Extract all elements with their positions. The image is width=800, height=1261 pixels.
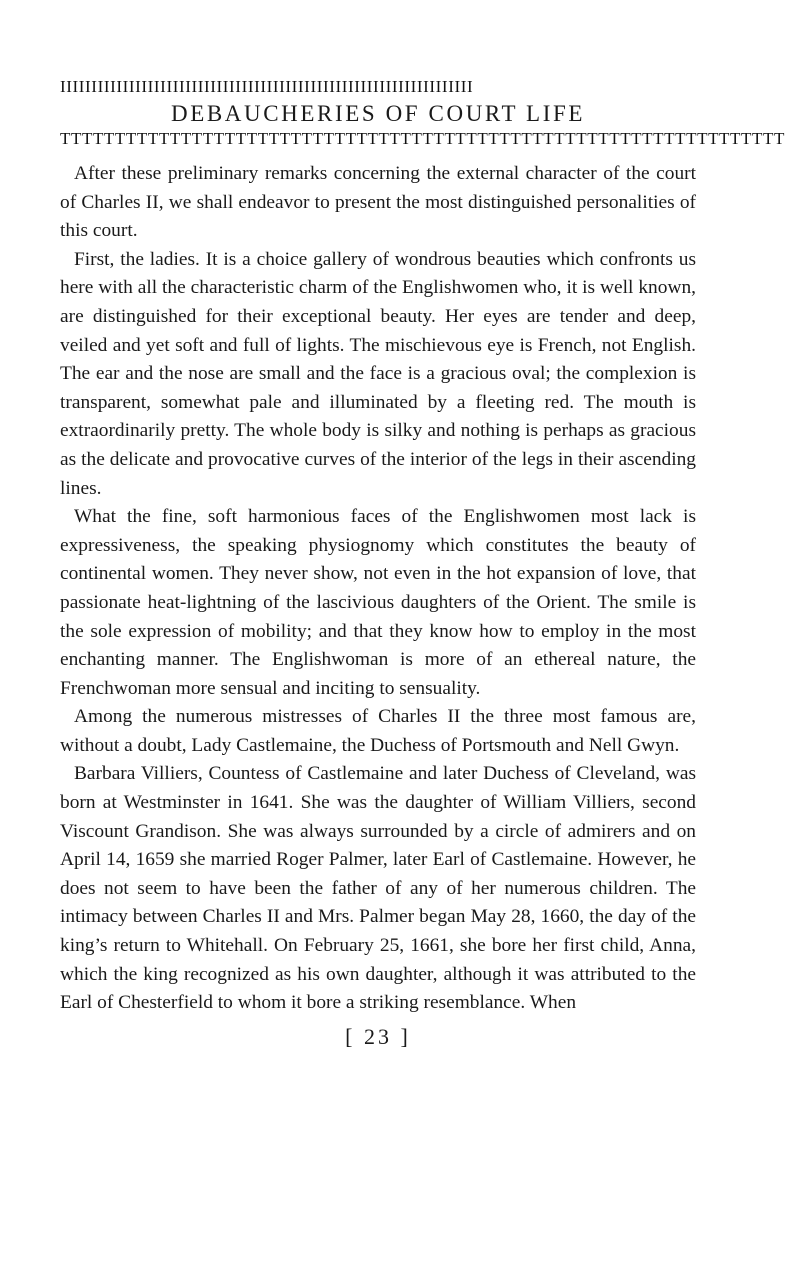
paragraph: Barbara Villiers, Countess of Castlemaine and later Duchess of Cleveland, was born at Westminster in 1641. She was the daughter of William Villiers, second Viscount Grandison. She was always surrounded by a circle of admirers and on April 14, 1659 she married Roger Palmer, later Earl of Castlemaine. However, he does not seem to have been the father of any of her numerous children. The intimacy between Charles II and Mrs. Palmer began May 28, 1660, the day of the king’s return to Whitehall. On February 25, 1661, she bore her first child, Anna, which the king recognized as his own daughter, although it was attributed to the Earl of Chesterfield to whom it bore a striking resemblance. When [60,763,696,1014]
book-page [60,77,785,1050]
paragraph: First, the ladies. It is a choice gallery of wondrous beauties which confronts us here with all the characteristic charm of the Englishwomen who, it is well known, are distinguished for their exceptional beauty. Her eyes are tender and deep, veiled and yet soft and full of lights. The mischievous eye is French, not English. The ear and the nose are small and the face is a gracious oval; the complexion is transparent, somewhat pale and illuminated by a fleeting red. The mouth is extraordinarily pretty. The whole body is silky and nothing is perhaps as gracious as the delicate and provocative curves of the interior of the legs in their ascending lines. [60,248,696,499]
top-ornament-rule: IIIIIIIIIIIIIIIIIIIIIIIIIIIIIIIIIIIIIIIIIIIIIIIIIIIIIIIIIIIIIIIIII [60,77,474,96]
body-text [60,160,696,1018]
paragraph: Among the numerous mistresses of Charles II the three most famous are, without a doubt, Lady Castlemaine, the Duchess of Portsmouth and Nell Gwyn. [60,706,696,756]
chapter-title: DEBAUCHERIES OF COURT LIFE [170,101,585,126]
paragraph: What the fine, soft harmonious faces of the Englishwomen most lack is expressiveness, the speaking physiognomy which constitutes the beauty of continental women. They never show, not even in the hot expansion of love, that passionate heat-lightning of the lascivious daughters of the Orient. The smile is the sole expression of mobility; and that they know how to employ in the most enchanting manner. The Englishwoman is more of an ethereal nature, the Frenchwoman more sensual and inciting to sensuality. [60,506,696,699]
bottom-ornament-rule: TTTTTTTTTTTTTTTTTTTTTTTTTTTTTTTTTTTTTTTTTTTTTTTTTTTTTTTTTTTTTTTTTT [60,129,785,148]
page-number: [ 23 ] [345,1023,411,1049]
paragraph: After these preliminary remarks concerning the external character of the court of Charles II, we shall endeavor to present the most distinguished personalities of this court. [60,163,696,242]
